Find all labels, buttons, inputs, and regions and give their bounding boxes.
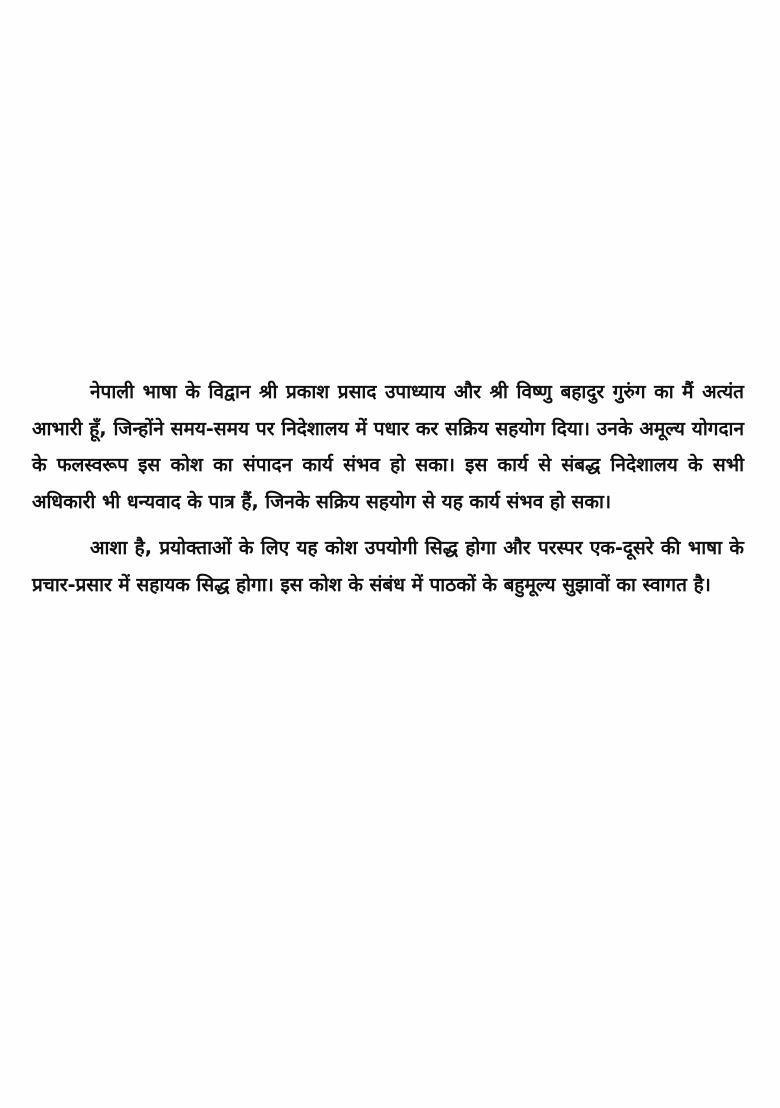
document-body (32, 374, 744, 603)
paragraph-closing: आशा है, प्रयोक्ताओं के लिए यह कोश उपयोगी सिद्ध होगा और परस्पर एक-दूसरे की भाषा के प्रचार-प्रसार में सहायक सिद्ध होगा। इस कोश के संबंध में पाठकों के बहुमूल्य सुझावों का स्वागत है। (32, 537, 744, 596)
paragraph-acknowledgement: नेपाली भाषा के विद्वान श्री प्रकाश प्रसाद उपाध्याय और श्री विष्णु बहादुर गुरुंग का मैं अत्यंत आभारी हूँ, जिन्होंने समय-समय पर निदेशालय में पधार कर सक्रिय सहयोग दिया। उनके अमूल्य योगदान के फलस्वरूप इस कोश का संपादन कार्य संभव हो सका। इस कार्य से संबद्ध निदेशालय के सभी अधिकारी भी धन्यवाद के पात्र हैं, जिनके सक्रिय सहयोग से यह कार्य संभव हो सका। (32, 381, 744, 513)
